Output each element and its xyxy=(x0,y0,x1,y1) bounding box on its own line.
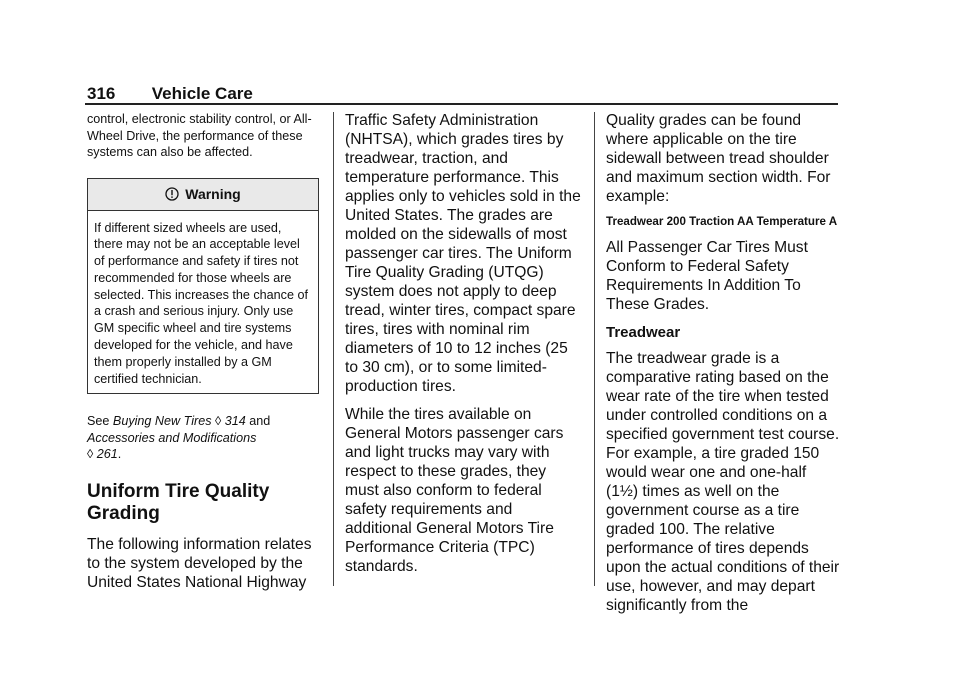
warning-icon xyxy=(165,187,179,201)
warning-title: Warning xyxy=(185,186,241,202)
body-paragraph: Traffic Safety Administration (NHTSA), which grades tires by treadwear, traction, and temperature performance. This applies only to vehicles sold in the United States. The grades are molded on the sidewalls of most passenger car tires. The Uniform Tire Quality Grading (UTQG) system does not apply to deep tread, winter tires, compact spare tires, tires with nominal rim diameters of 10 to 12 inches (25 to 30 cm), or to some limited-production tires. xyxy=(345,112,581,395)
warning-text: If different sized wheels are used, there may not be an acceptable level of performance and safety if tires not recommended for those wheels are selected. This increases the chance of a crash and serious injury. Only use GM specific wheel and tire systems developed for the vehicle, and have them properly installed by a GM certified technician. xyxy=(94,220,308,386)
page-number: 316 xyxy=(87,84,116,103)
link-buying-new-tires[interactable]: Buying New Tires xyxy=(112,414,212,429)
header-rule xyxy=(85,103,838,105)
column-divider-2 xyxy=(594,112,595,586)
intro-text: control, electronic stability control, or All-Wheel Drive, the performance of these systems can also be affected. xyxy=(87,112,312,159)
warning-header xyxy=(88,179,318,211)
column-1 xyxy=(87,111,323,601)
body-paragraph: Quality grades can be found where applicable on the tire sidewall between tread shoulder and maximum section width. For example: xyxy=(606,112,831,205)
body-paragraph: The treadwear grade is a comparative rating based on the wear rate of the tire when tested under controlled conditions on a specified government test course. For example, a tire graded 150 would wear one and one-half (1½) times as well on the government course as a tire graded 100. The relative performance of tires depends upon the actual conditions of their use, however, and may depart significantly from the xyxy=(606,350,840,614)
page-arrow-icon: ◊ xyxy=(215,414,222,429)
column-2 xyxy=(345,111,581,585)
subsection-heading: Treadwear xyxy=(606,324,681,341)
page-arrow-icon: ◊ xyxy=(87,447,94,462)
body-paragraph: The following information relates to the system developed by the United States National Highway xyxy=(87,535,312,591)
page-header xyxy=(87,84,253,104)
link-accessories-modifications[interactable]: Accessories and Modifications xyxy=(87,430,257,445)
warning-box xyxy=(87,178,319,395)
column-divider-1 xyxy=(333,112,334,586)
section-heading: Uniform Tire Quality Grading xyxy=(87,480,270,524)
see-also: See Buying New Tires ◊ 314 and Accessories and Modifications ◊ 261. xyxy=(87,414,271,462)
notice-text: All Passenger Car Tires Must Conform to Federal Safety Requirements In Addition To These Grades. xyxy=(606,239,808,313)
body-paragraph: While the tires available on General Motors passenger cars and light trucks may vary with respect to these grades, they must also conform to federal safety requirements and additional General Motors Tire Performance Criteria (TPC) standards. xyxy=(345,406,564,575)
section-title: Vehicle Care xyxy=(151,84,253,103)
column-3 xyxy=(606,111,842,624)
example-grade: Treadwear 200 Traction AA Temperature A xyxy=(606,215,838,228)
